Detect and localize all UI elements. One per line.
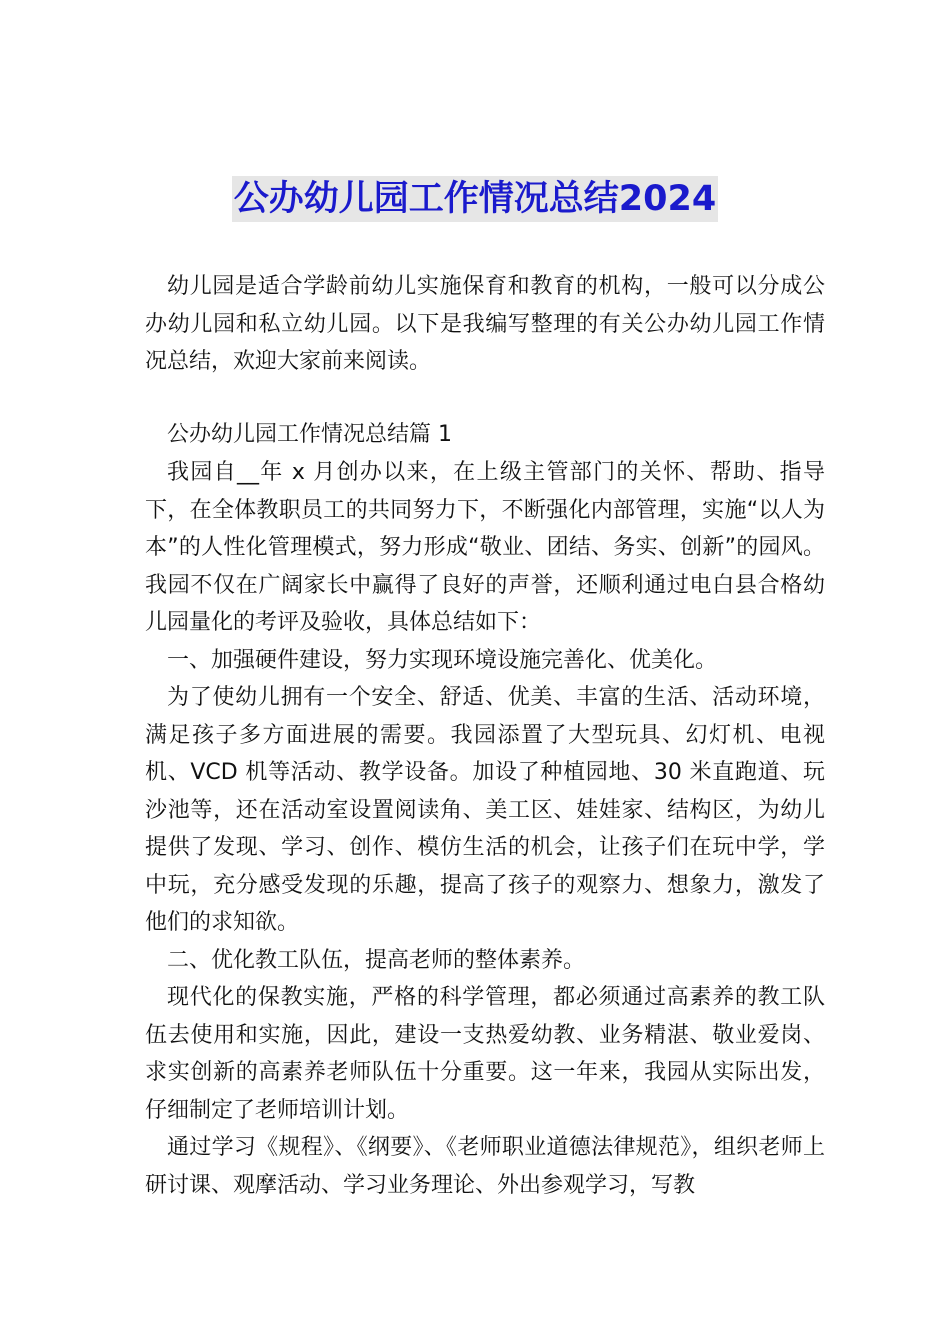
- subheading-staff: 二、优化教工队伍，提高老师的整体素养。: [167, 947, 586, 973]
- body-paragraph: 为了使幼儿拥有一个安全、舒适、优美、丰富的生活、活动环境，满足孩子多方面进展的需要。我园添置了大型玩具、幻灯机、电视机、VCD 机等活动、教学设备。加设了种植园地、30 米直跑道、玩沙池等，还在活动室设置阅读角、美工区、娃娃家、结构区，为幼儿提供了发现、学习、创作、模仿生活的机会，让孩子们在玩中学，学中玩，充分感受发现的乐趣，提高了孩子的观察力、想象力，激发了他们的求知欲。: [145, 685, 825, 935]
- body-paragraph: 通过学习《规程》、《纲要》、《老师职业道德法律规范》，组织老师上研讨课、观摩活动、学习业务理论、外出参观学习，写教: [145, 1135, 825, 1198]
- document-body: [145, 268, 825, 1204]
- body-paragraph: 我园自__年 x 月创办以来，在上级主管部门的关怀、帮助、指导下，在全体教职员工的共同努力下，不断强化内部管理，实施“以人为本”的人性化管理模式，努力形成“敬业、团结、务实、创新”的园风。我园不仅在广阔家长中赢得了良好的声誉，还顺利通过电白县合格幼儿园量化的考评及验收，具体总结如下：: [145, 460, 825, 635]
- subheading-hardware: 一、加强硬件建设，努力实现环境设施完善化、优美化。: [167, 647, 718, 673]
- intro-paragraph: 幼儿园是适合学龄前幼儿实施保育和教育的机构，一般可以分成公办幼儿园和私立幼儿园。以下是我编写整理的有关公办幼儿园工作情况总结，欢迎大家前来阅读。: [145, 274, 825, 374]
- document-title: 公办幼儿园工作情况总结2024: [232, 176, 718, 222]
- document-title-row: [0, 176, 950, 222]
- section-heading: 公办幼儿园工作情况总结篇 1: [167, 422, 452, 447]
- body-paragraph: 现代化的保教实施，严格的科学管理，都必须通过高素养的教工队伍去使用和实施，因此，建设一支热爱幼教、业务精湛、敬业爱岗、求实创新的高素养老师队伍十分重要。这一年来，我园从实际出发，仔细制定了老师培训计划。: [145, 985, 825, 1123]
